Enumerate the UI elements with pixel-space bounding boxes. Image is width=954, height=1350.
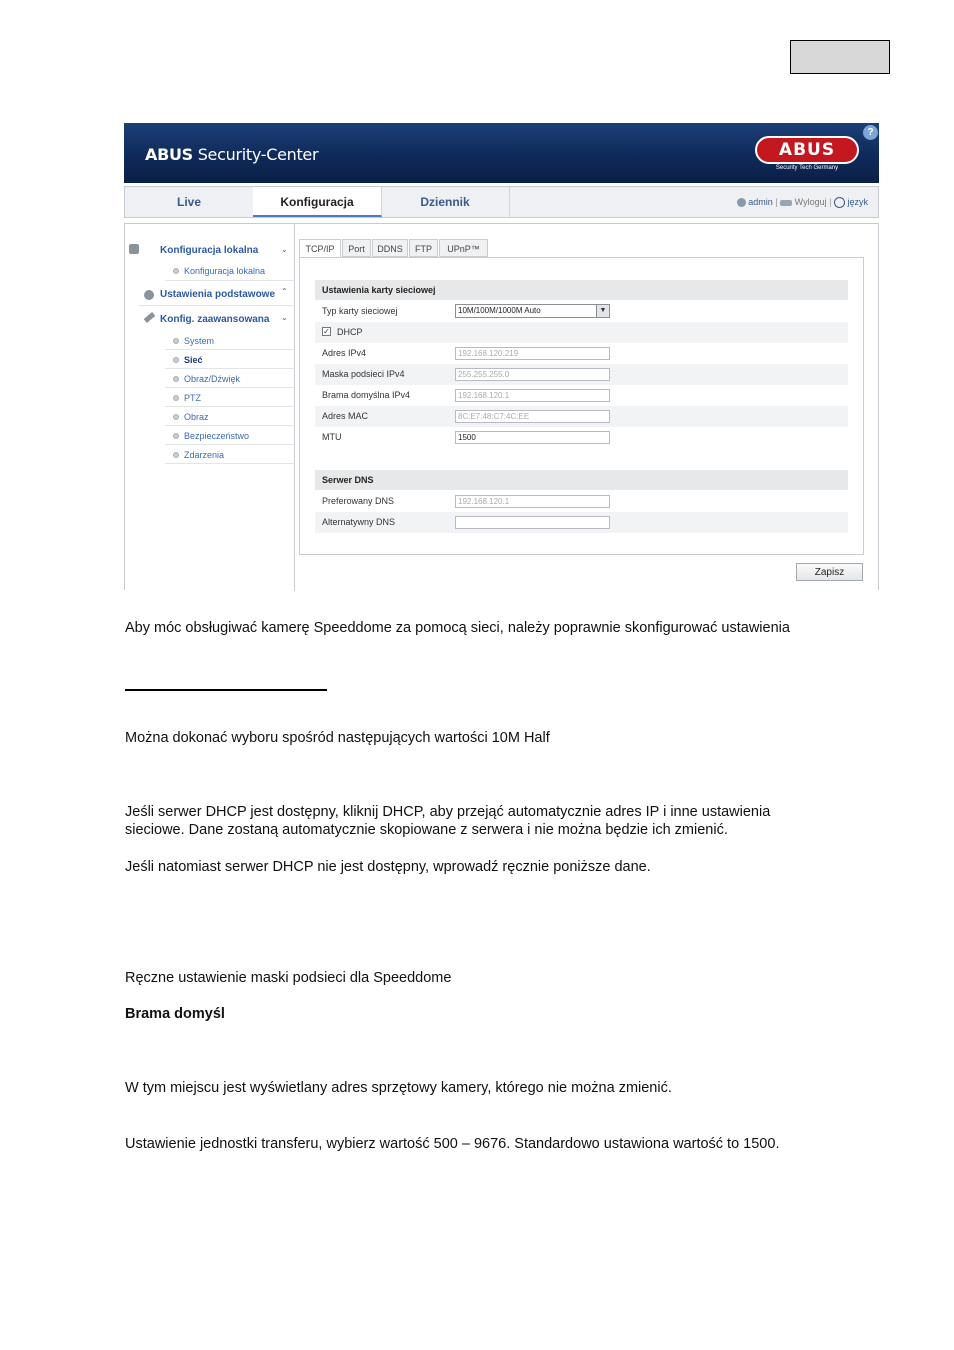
app-title <box>145 145 318 164</box>
divider <box>165 406 295 407</box>
paragraph-mtu: Ustawienie jednostki transferu, wybierz wartość 500 – 9676. Standardowo ustawiona wartość to 1500. <box>125 1136 780 1152</box>
divider <box>165 444 295 445</box>
row-mtu <box>315 427 848 448</box>
paragraph-nic-type: Można dokonać wyboru spośród następujących wartości 10M Half <box>125 730 550 746</box>
divider <box>165 463 295 464</box>
paragraph-dhcp-manual: Jeśli natomiast serwer DHCP nie jest dostępny, wprowadź ręcznie poniższe dane. <box>125 859 651 875</box>
brand-name: ABUS <box>145 145 193 164</box>
gateway-field[interactable]: 192.168.120.1 <box>455 389 610 402</box>
divider <box>165 280 295 281</box>
paragraph-mac: W tym miejscu jest wyświetlany adres sprzętowy kamery, którego nie można zmienić. <box>125 1080 672 1096</box>
sidebar-item-ptz[interactable]: PTZ <box>184 393 201 403</box>
sidebar-item-obraz[interactable]: Obraz <box>184 412 209 422</box>
section-dns: Serwer DNS <box>315 470 848 490</box>
sidebar-item-siec[interactable]: Sieć <box>184 355 203 365</box>
chevron-down-icon: ⌄ <box>281 245 288 254</box>
ipv4-field[interactable]: 192.168.120.219 <box>455 347 610 360</box>
sidebar-item-system[interactable]: System <box>184 336 215 346</box>
sidebar-local-config-sub[interactable]: Konfiguracja lokalna <box>184 266 266 276</box>
help-icon[interactable]: ? <box>863 125 878 140</box>
nic-type-value: 10M/100M/1000M Auto <box>458 306 541 315</box>
row-ipv4 <box>315 343 848 364</box>
mask-label: Maska podsieci IPv4 <box>322 369 405 379</box>
divider <box>165 387 295 388</box>
chevron-down-icon[interactable]: ▼ <box>596 305 609 317</box>
divider <box>139 305 295 306</box>
mask-field[interactable]: 255.255.255.0 <box>455 368 610 381</box>
tab-dziennik[interactable]: Dziennik <box>381 187 510 217</box>
dhcp-checkbox[interactable]: ✓ <box>323 327 330 336</box>
bullet-icon <box>173 357 179 363</box>
logout-icon <box>780 200 792 206</box>
ipv4-label: Adres IPv4 <box>322 348 367 358</box>
bullet-icon <box>173 268 179 274</box>
row-dhcp <box>315 322 848 343</box>
wrench-icon <box>144 312 156 323</box>
divider <box>165 349 295 350</box>
section-underline <box>125 689 327 691</box>
subtab-port[interactable]: Port <box>342 239 371 257</box>
subtab-ddns[interactable]: DDNS <box>372 239 408 257</box>
row-mac <box>315 406 848 427</box>
dhcp-label: DHCP <box>337 327 363 337</box>
main-nav <box>124 186 879 218</box>
bullet-icon <box>173 376 179 382</box>
heading-gateway: Brama domyśl <box>125 1006 225 1022</box>
row-mask <box>315 364 848 385</box>
chevron-down-icon: ⌄ <box>281 313 288 322</box>
subtab-upnp[interactable]: UPnP™ <box>439 239 488 257</box>
tab-konfiguracja[interactable]: Konfiguracja <box>253 187 382 217</box>
nic-type-select[interactable] <box>455 304 610 318</box>
sidebar-advanced[interactable]: Konfig. zaawansowana <box>160 314 270 325</box>
page-number-box <box>790 40 890 74</box>
paragraph-mask: Ręczne ustawienie maski podsieci dla Speeddome <box>125 970 452 986</box>
nic-type-label: Typ karty sieciowej <box>322 306 398 316</box>
bullet-icon <box>173 433 179 439</box>
save-button[interactable]: Zapisz <box>796 563 863 581</box>
mtu-field[interactable]: 1500 <box>455 431 610 444</box>
paragraph-dhcp-2: sieciowe. Dane zostaną automatycznie skopiowane z serwera i nie można będzie ich zmienić. <box>125 822 728 838</box>
tab-live[interactable]: Live <box>125 187 254 217</box>
sidebar <box>125 224 295 591</box>
user-info: admin | Wyloguj | język <box>737 187 868 217</box>
section-nic: Ustawienia karty sieciowej <box>315 280 848 300</box>
divider <box>165 425 295 426</box>
logout-link[interactable]: Wyloguj <box>794 197 827 207</box>
subtab-ftp[interactable]: FTP <box>409 239 438 257</box>
ui-screenshot <box>124 123 879 590</box>
gear-icon <box>144 290 154 300</box>
header-banner <box>124 123 879 183</box>
dns-pref-label: Preferowany DNS <box>322 496 395 506</box>
bullet-icon <box>173 414 179 420</box>
mac-field: 8C:E7:48:C7:4C:EE <box>455 410 610 423</box>
sidebar-local-config[interactable]: Konfiguracja lokalna <box>160 245 259 256</box>
bullet-icon <box>173 395 179 401</box>
sidebar-basic-settings[interactable]: Ustawienia podstawowe <box>160 289 276 300</box>
row-nic-type <box>315 301 848 322</box>
chevron-up-icon: ⌃ <box>281 287 288 296</box>
logo-tagline: Security Tech Germany <box>775 165 839 171</box>
paragraph-dhcp-1: Jeśli serwer DHCP jest dostępny, kliknij DHCP, aby przejąć automatycznie adres IP i inne ustawienia <box>125 804 771 820</box>
dns-alt-label: Alternatywny DNS <box>322 517 396 527</box>
paragraph-intro: Aby móc obsługiwać kamerę Speeddome za pomocą sieci, należy poprawnie skonfigurować ustawienia <box>125 620 790 636</box>
dns-alt-field[interactable] <box>455 516 610 529</box>
mtu-label: MTU <box>322 432 342 442</box>
bullet-icon <box>173 338 179 344</box>
bullet-icon <box>173 452 179 458</box>
globe-icon <box>834 197 845 208</box>
row-gateway <box>315 385 848 406</box>
monitor-icon <box>129 244 139 254</box>
divider <box>165 368 295 369</box>
mac-label: Adres MAC <box>322 411 369 421</box>
app-title-text: Security-Center <box>197 145 319 164</box>
row-dns-alt <box>315 512 848 533</box>
sidebar-item-zdarzenia[interactable]: Zdarzenia <box>184 450 225 460</box>
sidebar-item-bezpieczenstwo[interactable]: Bezpieczeństwo <box>184 431 250 441</box>
language-link[interactable]: język <box>847 197 868 207</box>
tcpip-panel <box>299 257 864 555</box>
sidebar-item-obraz-dzwiek[interactable]: Obraz/Dźwięk <box>184 374 241 384</box>
abus-logo: ABUS <box>755 136 859 164</box>
gateway-label: Brama domyślna IPv4 <box>322 390 411 400</box>
username: admin <box>748 197 773 207</box>
subtab-tcpip[interactable]: TCP/IP <box>299 239 341 258</box>
row-dns-pref <box>315 491 848 512</box>
user-icon <box>737 198 746 207</box>
dns-pref-field[interactable]: 192.168.120.1 <box>455 495 610 508</box>
